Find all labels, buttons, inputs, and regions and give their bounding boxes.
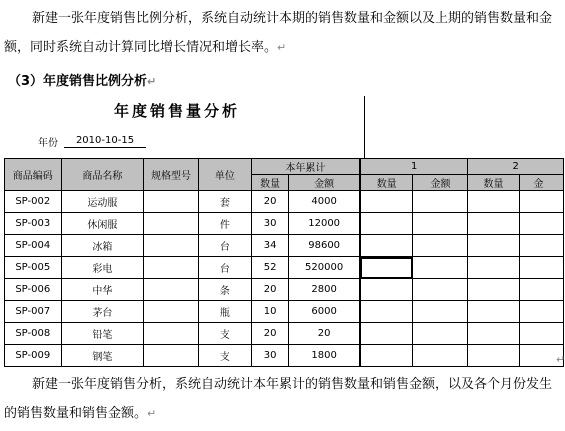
cell-unit[interactable]: 瓶 <box>198 301 251 323</box>
col-header-ytd: 本年累计 <box>251 159 360 175</box>
table-row <box>5 301 564 323</box>
cell-month-1-amount[interactable] <box>413 235 468 257</box>
cell-code[interactable]: SP-002 <box>5 191 62 213</box>
cell-qty[interactable]: 20 <box>251 323 289 345</box>
cell-month-1-amount[interactable] <box>413 323 468 345</box>
cell-month-1-qty[interactable] <box>360 301 413 323</box>
cell-month-2-amount[interactable] <box>519 323 563 345</box>
cell-month-2-qty[interactable] <box>468 191 519 213</box>
cell-month-2-amount[interactable] <box>519 301 563 323</box>
cell-spec[interactable] <box>144 213 199 235</box>
table-row <box>5 191 564 213</box>
cell-month-2-qty[interactable] <box>468 257 519 279</box>
cell-name[interactable]: 中华 <box>61 279 144 301</box>
cell-month-2-amount[interactable] <box>519 279 563 301</box>
summary-paragraph <box>4 370 560 428</box>
paragraph-mark: ↵ <box>147 75 157 88</box>
cell-qty[interactable]: 30 <box>251 213 289 235</box>
sales-table <box>4 158 564 367</box>
cell-month-2-amount[interactable] <box>519 191 563 213</box>
cell-spec[interactable] <box>144 345 199 367</box>
cell-month-1-qty[interactable] <box>360 345 413 367</box>
cell-amount[interactable]: 98600 <box>289 235 360 257</box>
cell-month-2-qty[interactable] <box>468 279 519 301</box>
cell-spec[interactable] <box>144 235 199 257</box>
report-screenshot <box>4 96 564 368</box>
report-title: 年度销售量分析 <box>114 102 241 120</box>
col-header-m1-amount: 金额 <box>413 175 468 191</box>
cell-unit[interactable]: 套 <box>198 191 251 213</box>
paragraph-mark: ↵ <box>147 407 157 420</box>
cell-unit[interactable]: 台 <box>198 257 251 279</box>
cell-month-1-qty[interactable] <box>360 213 413 235</box>
cell-code[interactable]: SP-007 <box>5 301 62 323</box>
cell-name[interactable]: 运动服 <box>61 191 144 213</box>
cell-unit[interactable]: 台 <box>198 235 251 257</box>
table-row <box>5 257 564 279</box>
cell-spec[interactable] <box>144 323 199 345</box>
cell-month-2-qty[interactable] <box>468 235 519 257</box>
cell-name[interactable]: 彩电 <box>61 257 144 279</box>
cell-unit[interactable]: 件 <box>198 213 251 235</box>
cell-name[interactable]: 休闲服 <box>61 213 144 235</box>
paragraph-mark: ↵ <box>556 353 565 366</box>
cell-unit[interactable]: 支 <box>198 323 251 345</box>
cell-code[interactable]: SP-009 <box>5 345 62 367</box>
cell-code[interactable]: SP-005 <box>5 257 62 279</box>
cell-code[interactable]: SP-008 <box>5 323 62 345</box>
cell-month-2-amount[interactable] <box>519 257 563 279</box>
cell-month-1-amount[interactable] <box>413 279 468 301</box>
cell-amount[interactable]: 6000 <box>289 301 360 323</box>
paragraph-mark: ↵ <box>277 41 287 54</box>
cell-month-2-amount[interactable] <box>519 213 563 235</box>
cell-code[interactable]: SP-003 <box>5 213 62 235</box>
cell-spec[interactable] <box>144 257 199 279</box>
col-header-name: 商品名称 <box>61 159 144 191</box>
section-heading <box>8 70 156 94</box>
cell-qty[interactable]: 30 <box>251 345 289 367</box>
col-header-month-2: 2 <box>468 159 564 175</box>
cell-qty[interactable]: 20 <box>251 191 289 213</box>
cell-amount[interactable]: 1800 <box>289 345 360 367</box>
cell-month-1-amount[interactable] <box>413 257 468 279</box>
cell-month-2-qty[interactable] <box>468 323 519 345</box>
col-header-code: 商品编码 <box>5 159 62 191</box>
table-row <box>5 213 564 235</box>
table-row <box>5 235 564 257</box>
intro-paragraph-text: 新建一张年度销售比例分析，系统自动统计本期的销售数量和金额以及上期的销售数量和金额，同时系统自动计算同比增长情况和增长率。 <box>4 11 553 55</box>
col-header-m2-qty: 数量 <box>468 175 519 191</box>
col-header-m2-amount: 金 <box>519 175 563 191</box>
header-row-1 <box>5 159 564 175</box>
cell-month-2-amount[interactable] <box>519 235 563 257</box>
cell-amount[interactable]: 20 <box>289 323 360 345</box>
cell-month-1-qty[interactable] <box>360 191 413 213</box>
table-row <box>5 279 564 301</box>
cell-code[interactable]: SP-004 <box>5 235 62 257</box>
cell-month-1-qty[interactable] <box>360 235 413 257</box>
summary-paragraph-text: 新建一张年度销售分析，系统自动统计本年累计的销售数量和销售金额，以及各个月份发生的销售数量和销售金额。 <box>4 377 553 421</box>
table-row <box>5 345 564 367</box>
cell-month-1-qty[interactable] <box>360 257 413 279</box>
cell-code[interactable]: SP-006 <box>5 279 62 301</box>
cell-name[interactable]: 茅台 <box>61 301 144 323</box>
cell-month-2-qty[interactable] <box>468 301 519 323</box>
cell-unit[interactable]: 条 <box>198 279 251 301</box>
cell-name[interactable]: 钢笔 <box>61 345 144 367</box>
cell-month-1-qty[interactable] <box>360 323 413 345</box>
cell-spec[interactable] <box>144 279 199 301</box>
cell-month-1-amount[interactable] <box>413 301 468 323</box>
cell-name[interactable]: 铅笔 <box>61 323 144 345</box>
year-label: 年份 <box>38 138 58 149</box>
cell-amount[interactable]: 4000 <box>289 191 360 213</box>
cell-amount[interactable]: 2800 <box>289 279 360 301</box>
col-header-m1-qty: 数量 <box>360 175 413 191</box>
cell-month-2-qty[interactable] <box>468 213 519 235</box>
cell-unit[interactable]: 支 <box>198 345 251 367</box>
col-header-unit: 单位 <box>198 159 251 191</box>
cell-amount[interactable]: 12000 <box>289 213 360 235</box>
section-heading-text: （3）年度销售比例分析 <box>8 74 148 89</box>
cell-spec[interactable] <box>144 301 199 323</box>
cell-month-1-amount[interactable] <box>413 345 468 367</box>
cell-qty[interactable]: 10 <box>251 301 289 323</box>
col-header-spec: 规格型号 <box>144 159 199 191</box>
cell-month-2-qty[interactable] <box>468 345 519 367</box>
cell-name[interactable]: 冰箱 <box>61 235 144 257</box>
col-header-month-1: 1 <box>360 159 468 175</box>
page-divider <box>364 96 365 158</box>
year-value: 2010-10-15 <box>64 134 146 148</box>
cell-qty[interactable]: 52 <box>251 257 289 279</box>
col-header-ytd-amount: 金额 <box>289 175 360 191</box>
intro-paragraph <box>4 4 560 62</box>
cell-qty[interactable]: 34 <box>251 235 289 257</box>
cell-spec[interactable] <box>144 191 199 213</box>
cell-month-1-amount[interactable] <box>413 213 468 235</box>
cell-month-1-qty[interactable] <box>360 279 413 301</box>
cell-amount[interactable]: 520000 <box>289 257 360 279</box>
col-header-ytd-qty: 数量 <box>251 175 289 191</box>
table-row <box>5 323 564 345</box>
cell-month-1-amount[interactable] <box>413 191 468 213</box>
cell-qty[interactable]: 20 <box>251 279 289 301</box>
